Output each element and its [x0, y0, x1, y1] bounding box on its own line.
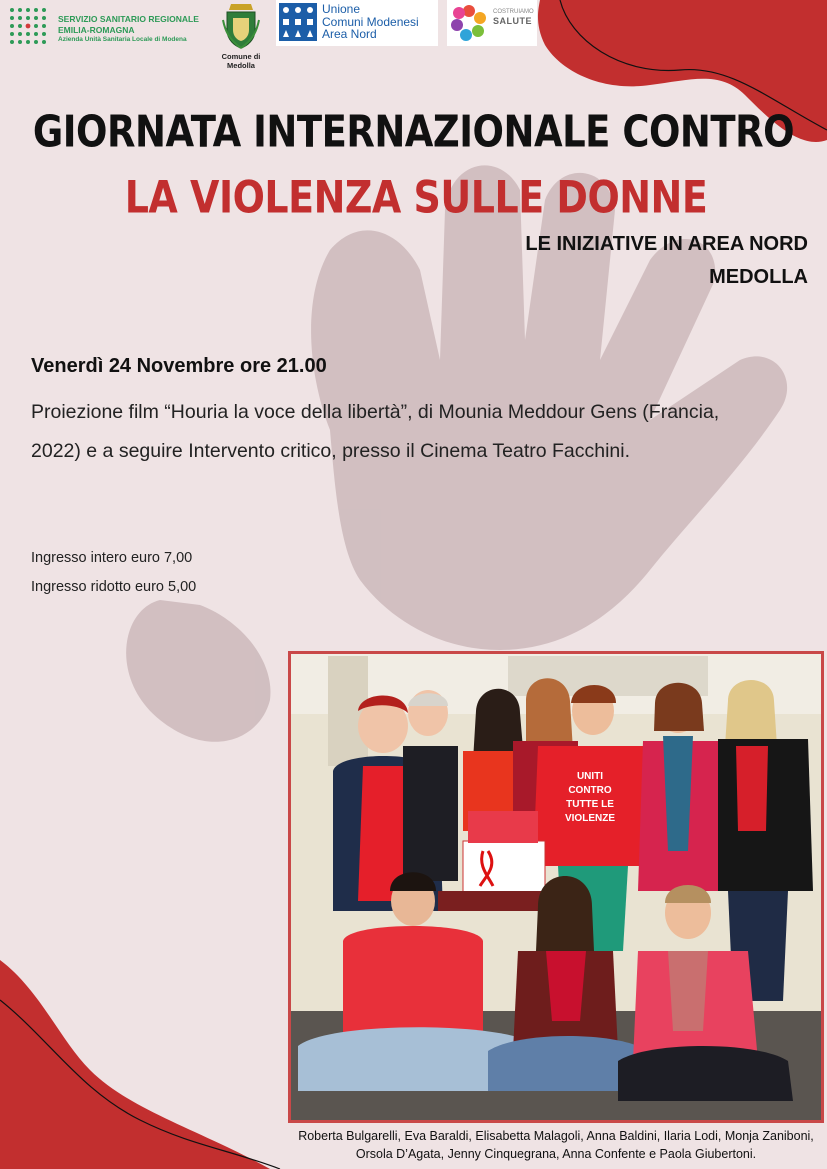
unione-grid-icon — [279, 3, 317, 41]
crest-icon — [221, 0, 261, 50]
logo-unione-comuni — [276, 0, 438, 46]
logo-costruiamo-salute — [447, 0, 537, 46]
ssr-line1: SERVIZIO SANITARIO REGIONALE — [58, 14, 199, 24]
cs-line1: COSTRUIAMO — [493, 9, 534, 15]
logo-comune-medolla — [218, 0, 264, 76]
shirt-text-4: VIOLENZE — [564, 813, 616, 824]
price-full: Ingresso intero euro 7,00 — [31, 550, 193, 566]
shirt-text-1: UNITI — [576, 771, 604, 782]
title-line1: GIORNATA INTERNAZIONALE CONTRO — [32, 106, 795, 157]
flower-icon — [449, 3, 489, 43]
price-reduced: Ingresso ridotto euro 5,00 — [31, 579, 197, 595]
unione-line2: Comuni Modenesi — [322, 14, 419, 29]
ssr-line3: Azienda Unità Sanitaria Locale di Modena — [58, 36, 187, 43]
subtitle-line2: MEDOLLA — [709, 266, 808, 288]
subtitle-line1: LE INIZIATIVE IN AREA NORD — [525, 233, 808, 255]
comune-line1: Comune di — [221, 52, 261, 61]
comune-line2: Medolla — [227, 61, 255, 70]
shirt-text-2: CONTRO — [568, 785, 612, 796]
shirt-text-3: TUTTE LE — [566, 799, 614, 810]
ssr-dots-icon — [8, 6, 48, 46]
photo-caption: Roberta Bulgarelli, Eva Baraldi, Elisabetta Malagoli, Anna Baldini, Ilaria Lodi, Monja Zaniboni, Orsola D’Agata, Jenny Cinquegrana, Anna Confente e Paola Giubertoni. — [298, 1129, 814, 1161]
unione-line1: Unione — [322, 2, 361, 16]
title-line2: LA VIOLENZA SULLE DONNE — [124, 171, 708, 223]
event-description: Proiezione film “Houria la voce della libertà”, di Mounia Meddour Gens (Francia, 2022) e a seguire Intervento critico, presso il Cinema Teatro Facchini. — [31, 401, 720, 462]
logo-servizio-sanitario — [8, 4, 213, 46]
unione-line3: Area Nord — [322, 27, 377, 41]
ssr-line2: EMILIA-ROMAGNA — [58, 25, 135, 35]
event-date: Venerdì 24 Novembre ore 21.00 — [31, 355, 327, 377]
cs-line2: SALUTE — [493, 16, 532, 26]
group-photo — [288, 651, 824, 1123]
